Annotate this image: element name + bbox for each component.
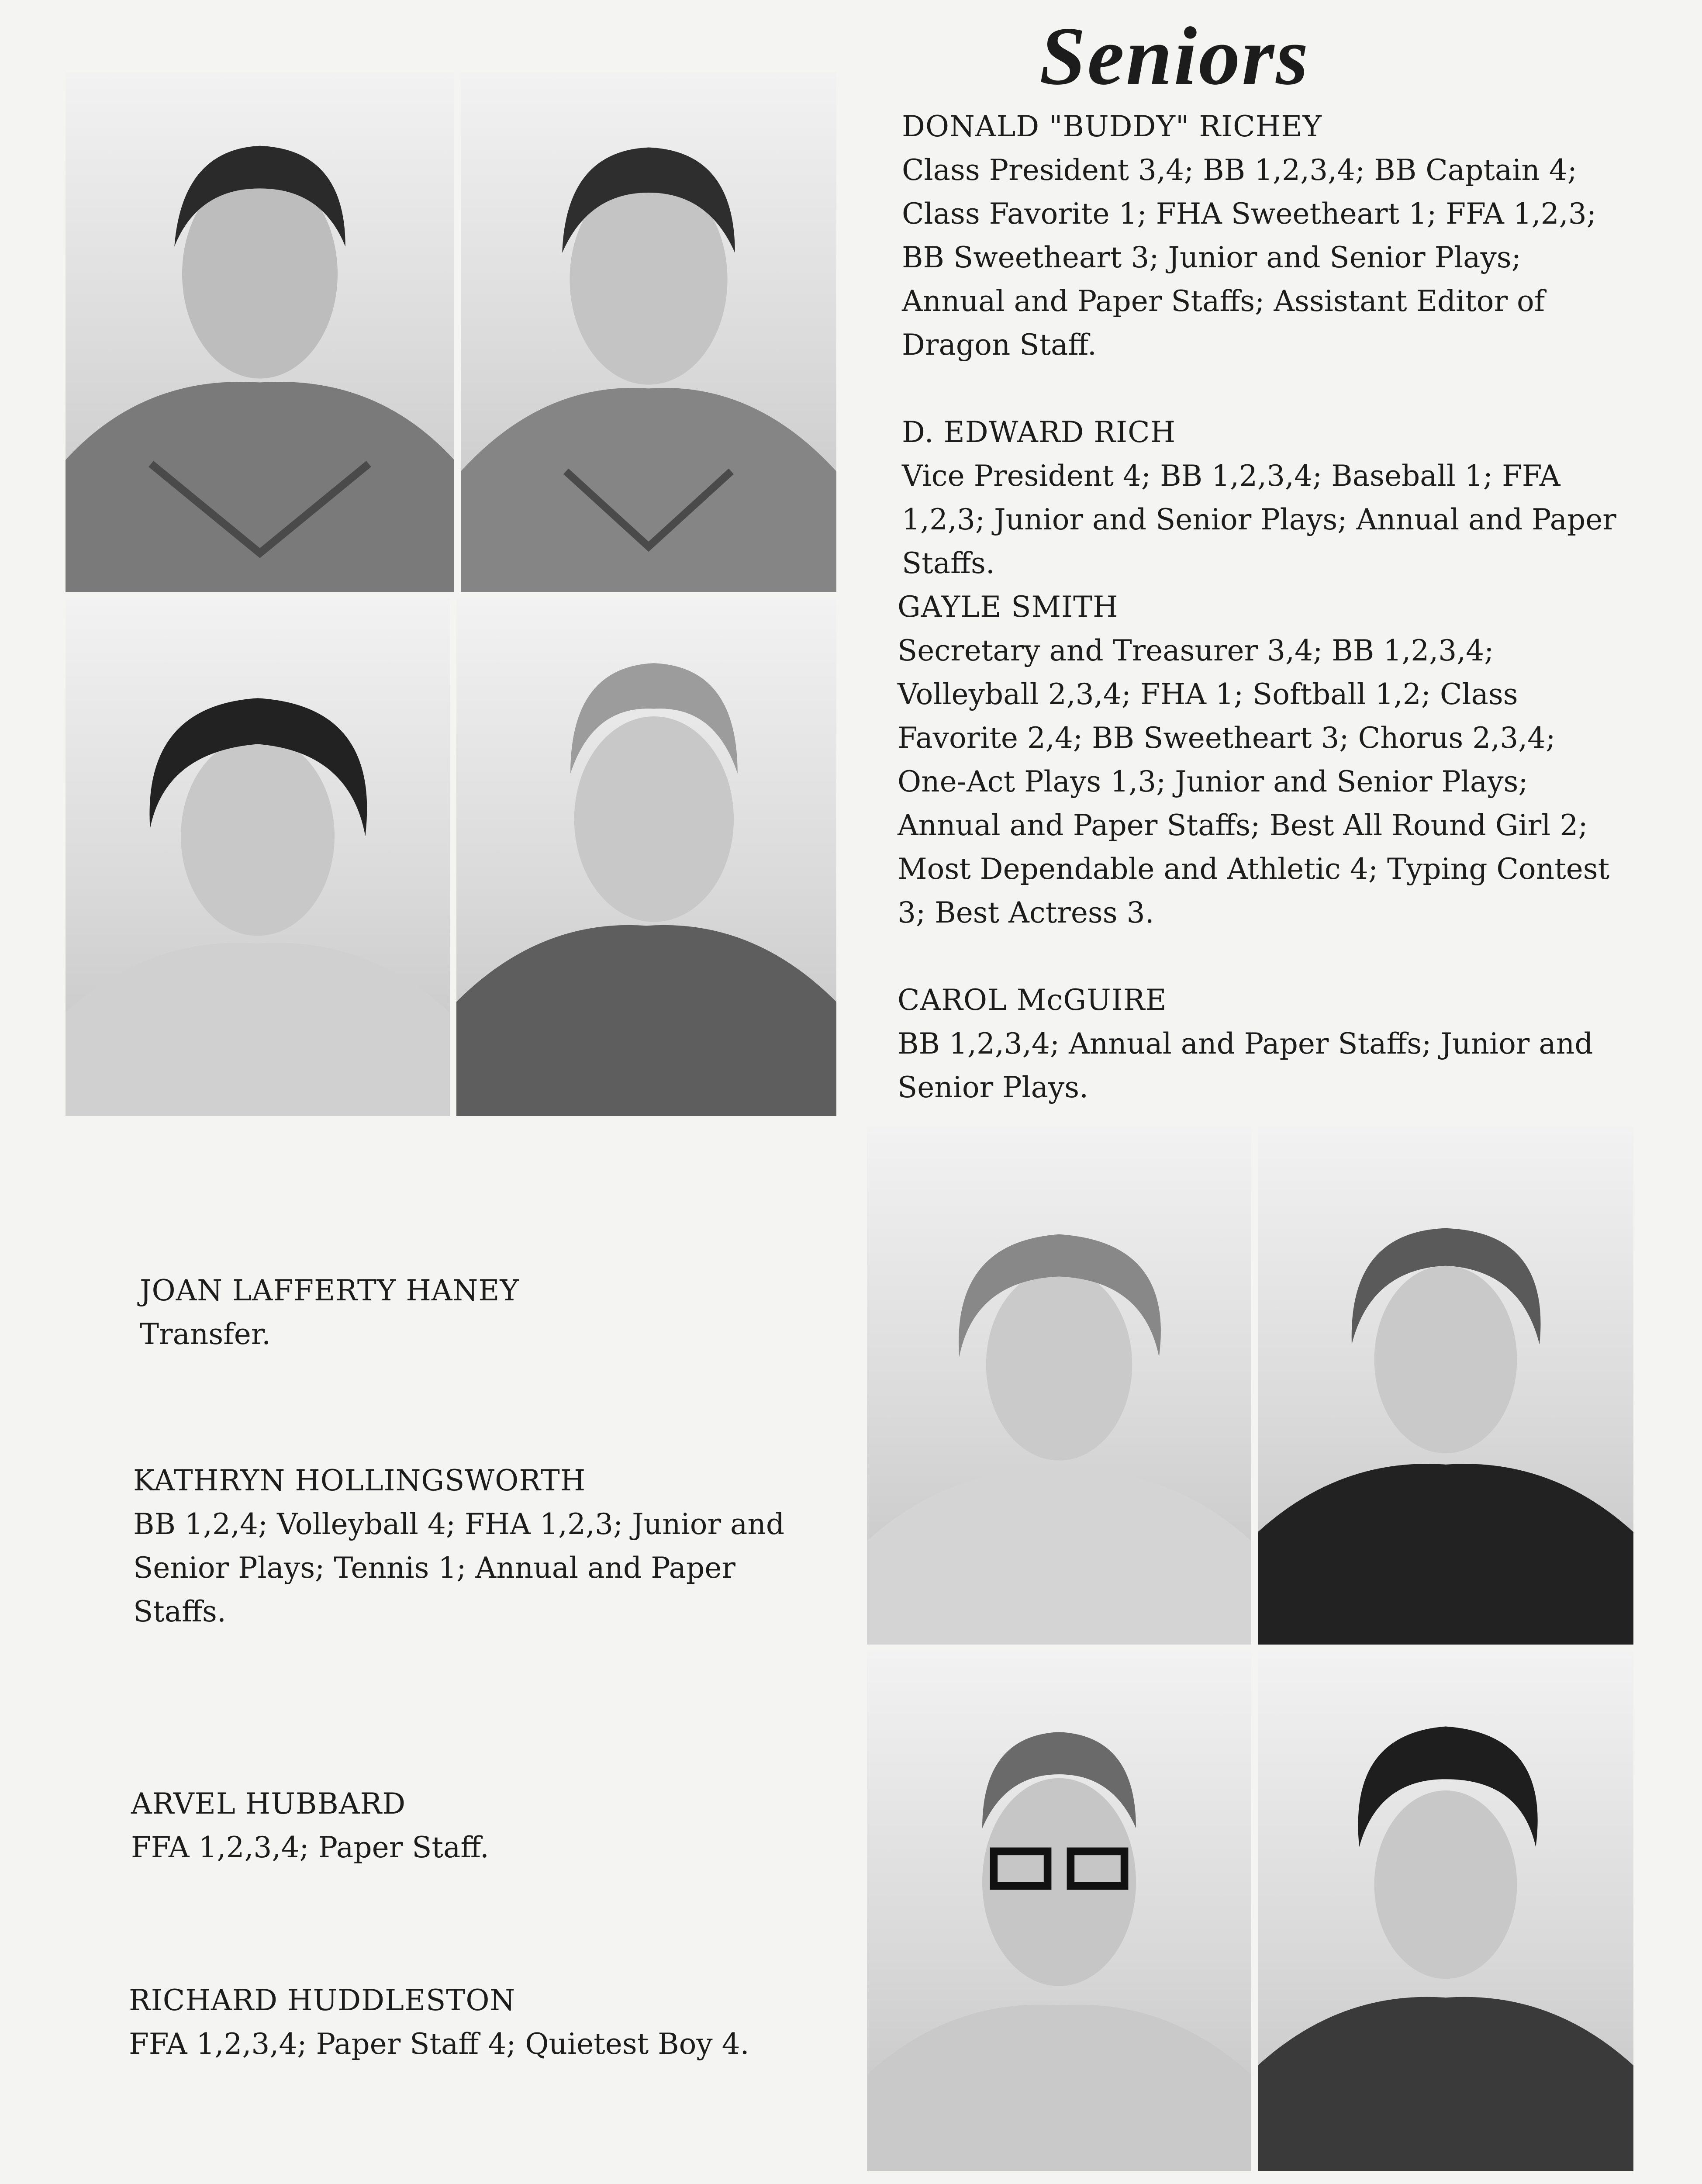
student-activities: Transfer. <box>140 1317 271 1351</box>
student-activities: FFA 1,2,3,4; Paper Staff 4; Quietest Boy 4. <box>129 2027 749 2061</box>
portrait-photo <box>867 1127 1251 1645</box>
bio-richard-huddleston <box>129 1979 828 2066</box>
student-name: CAROL McGUIRE <box>898 983 1167 1017</box>
student-activities: FFA 1,2,3,4; Paper Staff. <box>131 1831 489 1864</box>
page-title: Seniors <box>1039 10 1310 102</box>
student-name: GAYLE SMITH <box>898 590 1119 624</box>
student-activities: BB 1,2,4; Volleyball 4; FHA 1,2,3; Junior and Senior Plays; Tennis 1; Annual and Paper Staffs. <box>133 1507 785 1628</box>
portrait-photo <box>66 72 454 592</box>
student-name: DONALD "BUDDY" RICHEY <box>902 110 1322 143</box>
bio-arvel-hubbard <box>131 1782 812 1870</box>
student-name: D. EDWARD RICH <box>902 415 1176 449</box>
student-name: RICHARD HUDDLESTON <box>129 1984 516 2017</box>
portrait-photo <box>1258 1651 1633 2171</box>
portrait-photo <box>867 1651 1251 2171</box>
student-name: KATHRYN HOLLINGSWORTH <box>133 1464 586 1497</box>
bio-edward-rich <box>902 411 1623 585</box>
portrait-photo <box>456 598 836 1116</box>
student-name: JOAN LAFFERTY HANEY <box>140 1274 520 1307</box>
bio-kathryn-hollingsworth <box>133 1459 828 1634</box>
student-activities: BB 1,2,3,4; Annual and Paper Staffs; Junior and Senior Plays. <box>898 1027 1593 1104</box>
student-name: ARVEL HUBBARD <box>131 1787 406 1821</box>
student-activities: Class President 3,4; BB 1,2,3,4; BB Captain 4; Class Favorite 1; FHA Sweetheart 1; FFA 1,2,3; BB Sweetheart 3; Junior and Senior Plays; Annual and Paper Staffs; Assistant Editor of Dragon Staff. <box>902 153 1596 362</box>
portrait-photo <box>1258 1127 1633 1645</box>
bio-joan-haney <box>140 1269 821 1356</box>
student-activities: Secretary and Treasurer 3,4; BB 1,2,3,4; Volleyball 2,3,4; FHA 1; Softball 1,2; Class Favorite 2,4; BB Sweetheart 3; Chorus 2,3,4; One-Act Plays 1,3; Junior and Senior Plays; Annual and Paper Staffs; Best All Round Girl 2; Most Dependable and Athletic 4; Typing Contest 3; Best Actress 3. <box>898 634 1610 930</box>
bio-gayle-smith <box>898 585 1618 935</box>
bio-carol-mcguire <box>898 978 1618 1109</box>
portrait-photo <box>66 598 450 1116</box>
student-activities: Vice President 4; BB 1,2,3,4; Baseball 1; FFA 1,2,3; Junior and Senior Plays; Annual and Paper Staffs. <box>902 459 1616 580</box>
bio-donald-richey <box>902 105 1623 367</box>
portrait-photo <box>461 72 836 592</box>
